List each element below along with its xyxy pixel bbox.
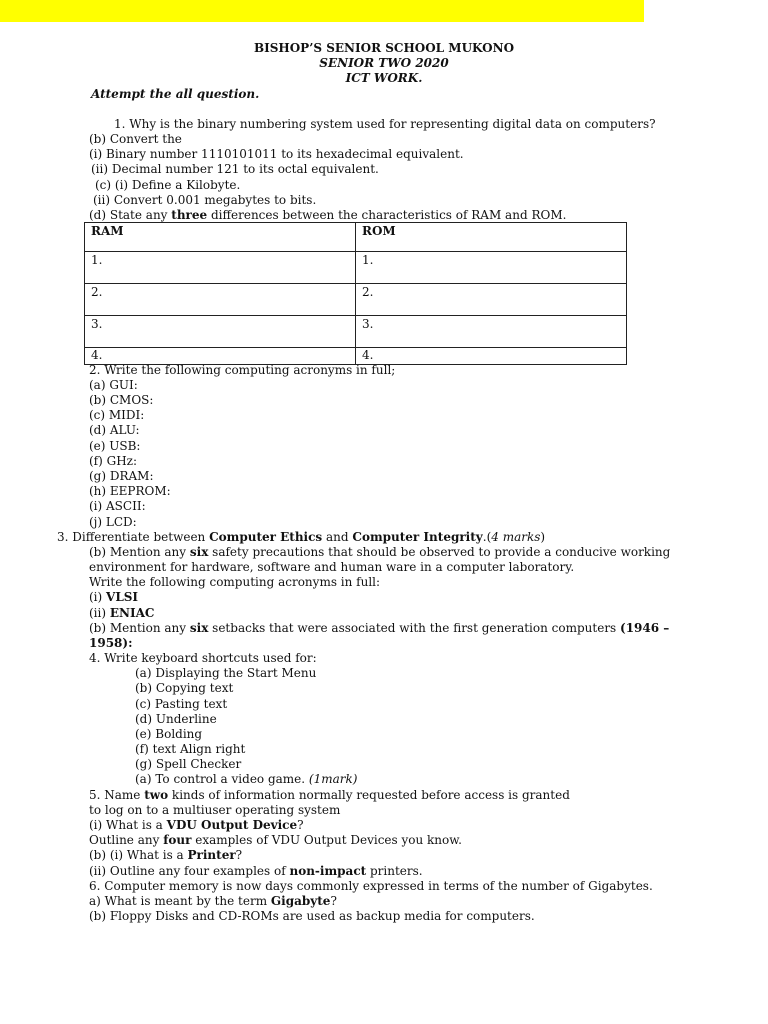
q4-main: 4. Write keyboard shortcuts used for: — [89, 651, 317, 665]
table-cell: 1. — [85, 252, 356, 284]
list-item: (h) EEPROM: — [89, 484, 171, 498]
instruction: Attempt the all question. — [91, 87, 260, 101]
q5-main: 5. Name two kinds of information normally requested before access is granted — [89, 788, 570, 802]
q3-i: (i) VLSI — [89, 590, 139, 604]
list-item: (g) DRAM: — [89, 469, 154, 483]
table-cell: 4. — [356, 348, 627, 365]
table-cell: 2. — [85, 284, 356, 316]
q1-d: (d) State any three differences between the characteristics of RAM and ROM. — [89, 208, 567, 222]
table-row — [85, 284, 627, 316]
q3-acronyms: Write the following computing acronyms in full: — [89, 575, 381, 589]
list-item: (e) Bolding — [135, 727, 203, 741]
list-item: (a) GUI: — [89, 378, 138, 392]
table-cell: 1. — [356, 252, 627, 284]
table-cell: 3. — [356, 316, 627, 348]
list-item: (a) Displaying the Start Menu — [135, 666, 317, 680]
q5-i: (i) What is a VDU Output Device? — [89, 818, 304, 832]
list-item: (b) CMOS: — [89, 393, 154, 407]
q6-a: a) What is meant by the term Gigabyte? — [89, 894, 337, 908]
list-item: (e) USB: — [89, 439, 141, 453]
q3-ii: (ii) ENIAC — [89, 606, 155, 620]
list-item: (d) ALU: — [89, 423, 140, 437]
q2-main: 2. Write the following computing acronyms in full; — [89, 363, 396, 377]
ram-rom-table — [84, 222, 627, 365]
list-item: (c) MIDI: — [89, 408, 145, 422]
q5-outline: Outline any four examples of VDU Output Devices you know. — [89, 833, 462, 847]
table-header-rom: ROM — [356, 223, 627, 252]
q1-b-i: (i) Binary number 1110101011 to its hexadecimal equivalent. — [89, 147, 464, 161]
q3-c-line2: 1958): — [89, 636, 133, 650]
q5-ii: (ii) Outline any four examples of non-impact printers. — [89, 864, 423, 878]
list-item: (a) To control a video game. (1mark) — [135, 772, 358, 786]
table-header-ram: RAM — [85, 223, 356, 252]
q1-c-i: (c) (i) Define a Kilobyte. — [95, 178, 241, 192]
table-cell: 3. — [85, 316, 356, 348]
list-item: (d) Underline — [135, 712, 217, 726]
table-cell: 2. — [356, 284, 627, 316]
table-cell: 4. — [85, 348, 356, 365]
q1-main: 1. Why is the binary numbering system used for representing digital data on computers? — [114, 117, 656, 131]
list-item: (g) Spell Checker — [135, 757, 242, 771]
class-title: SENIOR TWO 2020 — [319, 56, 449, 70]
list-item: (f) GHz: — [89, 454, 138, 468]
q3-c: (b) Mention any six setbacks that were associated with the first generation computers (1946 – — [89, 621, 670, 635]
q5-b: (b) (i) What is a Printer? — [89, 848, 243, 862]
table-row — [85, 252, 627, 284]
q6-b: (b) Floppy Disks and CD-ROMs are used as backup media for computers. — [89, 909, 535, 923]
highlight-bar — [0, 0, 644, 22]
q1-c-ii: (ii) Convert 0.001 megabytes to bits. — [93, 193, 317, 207]
list-item: (f) text Align right — [135, 742, 246, 756]
list-item: (b) Copying text — [135, 681, 234, 695]
q3-b-line2: environment for hardware, software and human ware in a computer laboratory. — [89, 560, 575, 574]
q6-main: 6. Computer memory is now days commonly expressed in terms of the number of Gigabytes. — [89, 879, 653, 893]
list-item: (c) Pasting text — [135, 697, 228, 711]
q3-main: 3. Differentiate between Computer Ethics and Computer Integrity.(4 marks) — [57, 530, 546, 544]
list-item: (j) LCD: — [89, 515, 137, 529]
q1-b: (b) Convert the — [89, 132, 182, 146]
q1-b-ii: (ii) Decimal number 121 to its octal equivalent. — [91, 162, 379, 176]
subject-title: ICT WORK. — [345, 71, 423, 85]
school-name: BISHOP’S SENIOR SCHOOL MUKONO — [253, 41, 515, 55]
list-item: (i) ASCII: — [89, 499, 146, 513]
q5-line2: to log on to a multiuser operating system — [89, 803, 341, 817]
table-row — [85, 316, 627, 348]
q3-b: (b) Mention any six safety precautions that should be observed to provide a conducive working — [89, 545, 671, 559]
